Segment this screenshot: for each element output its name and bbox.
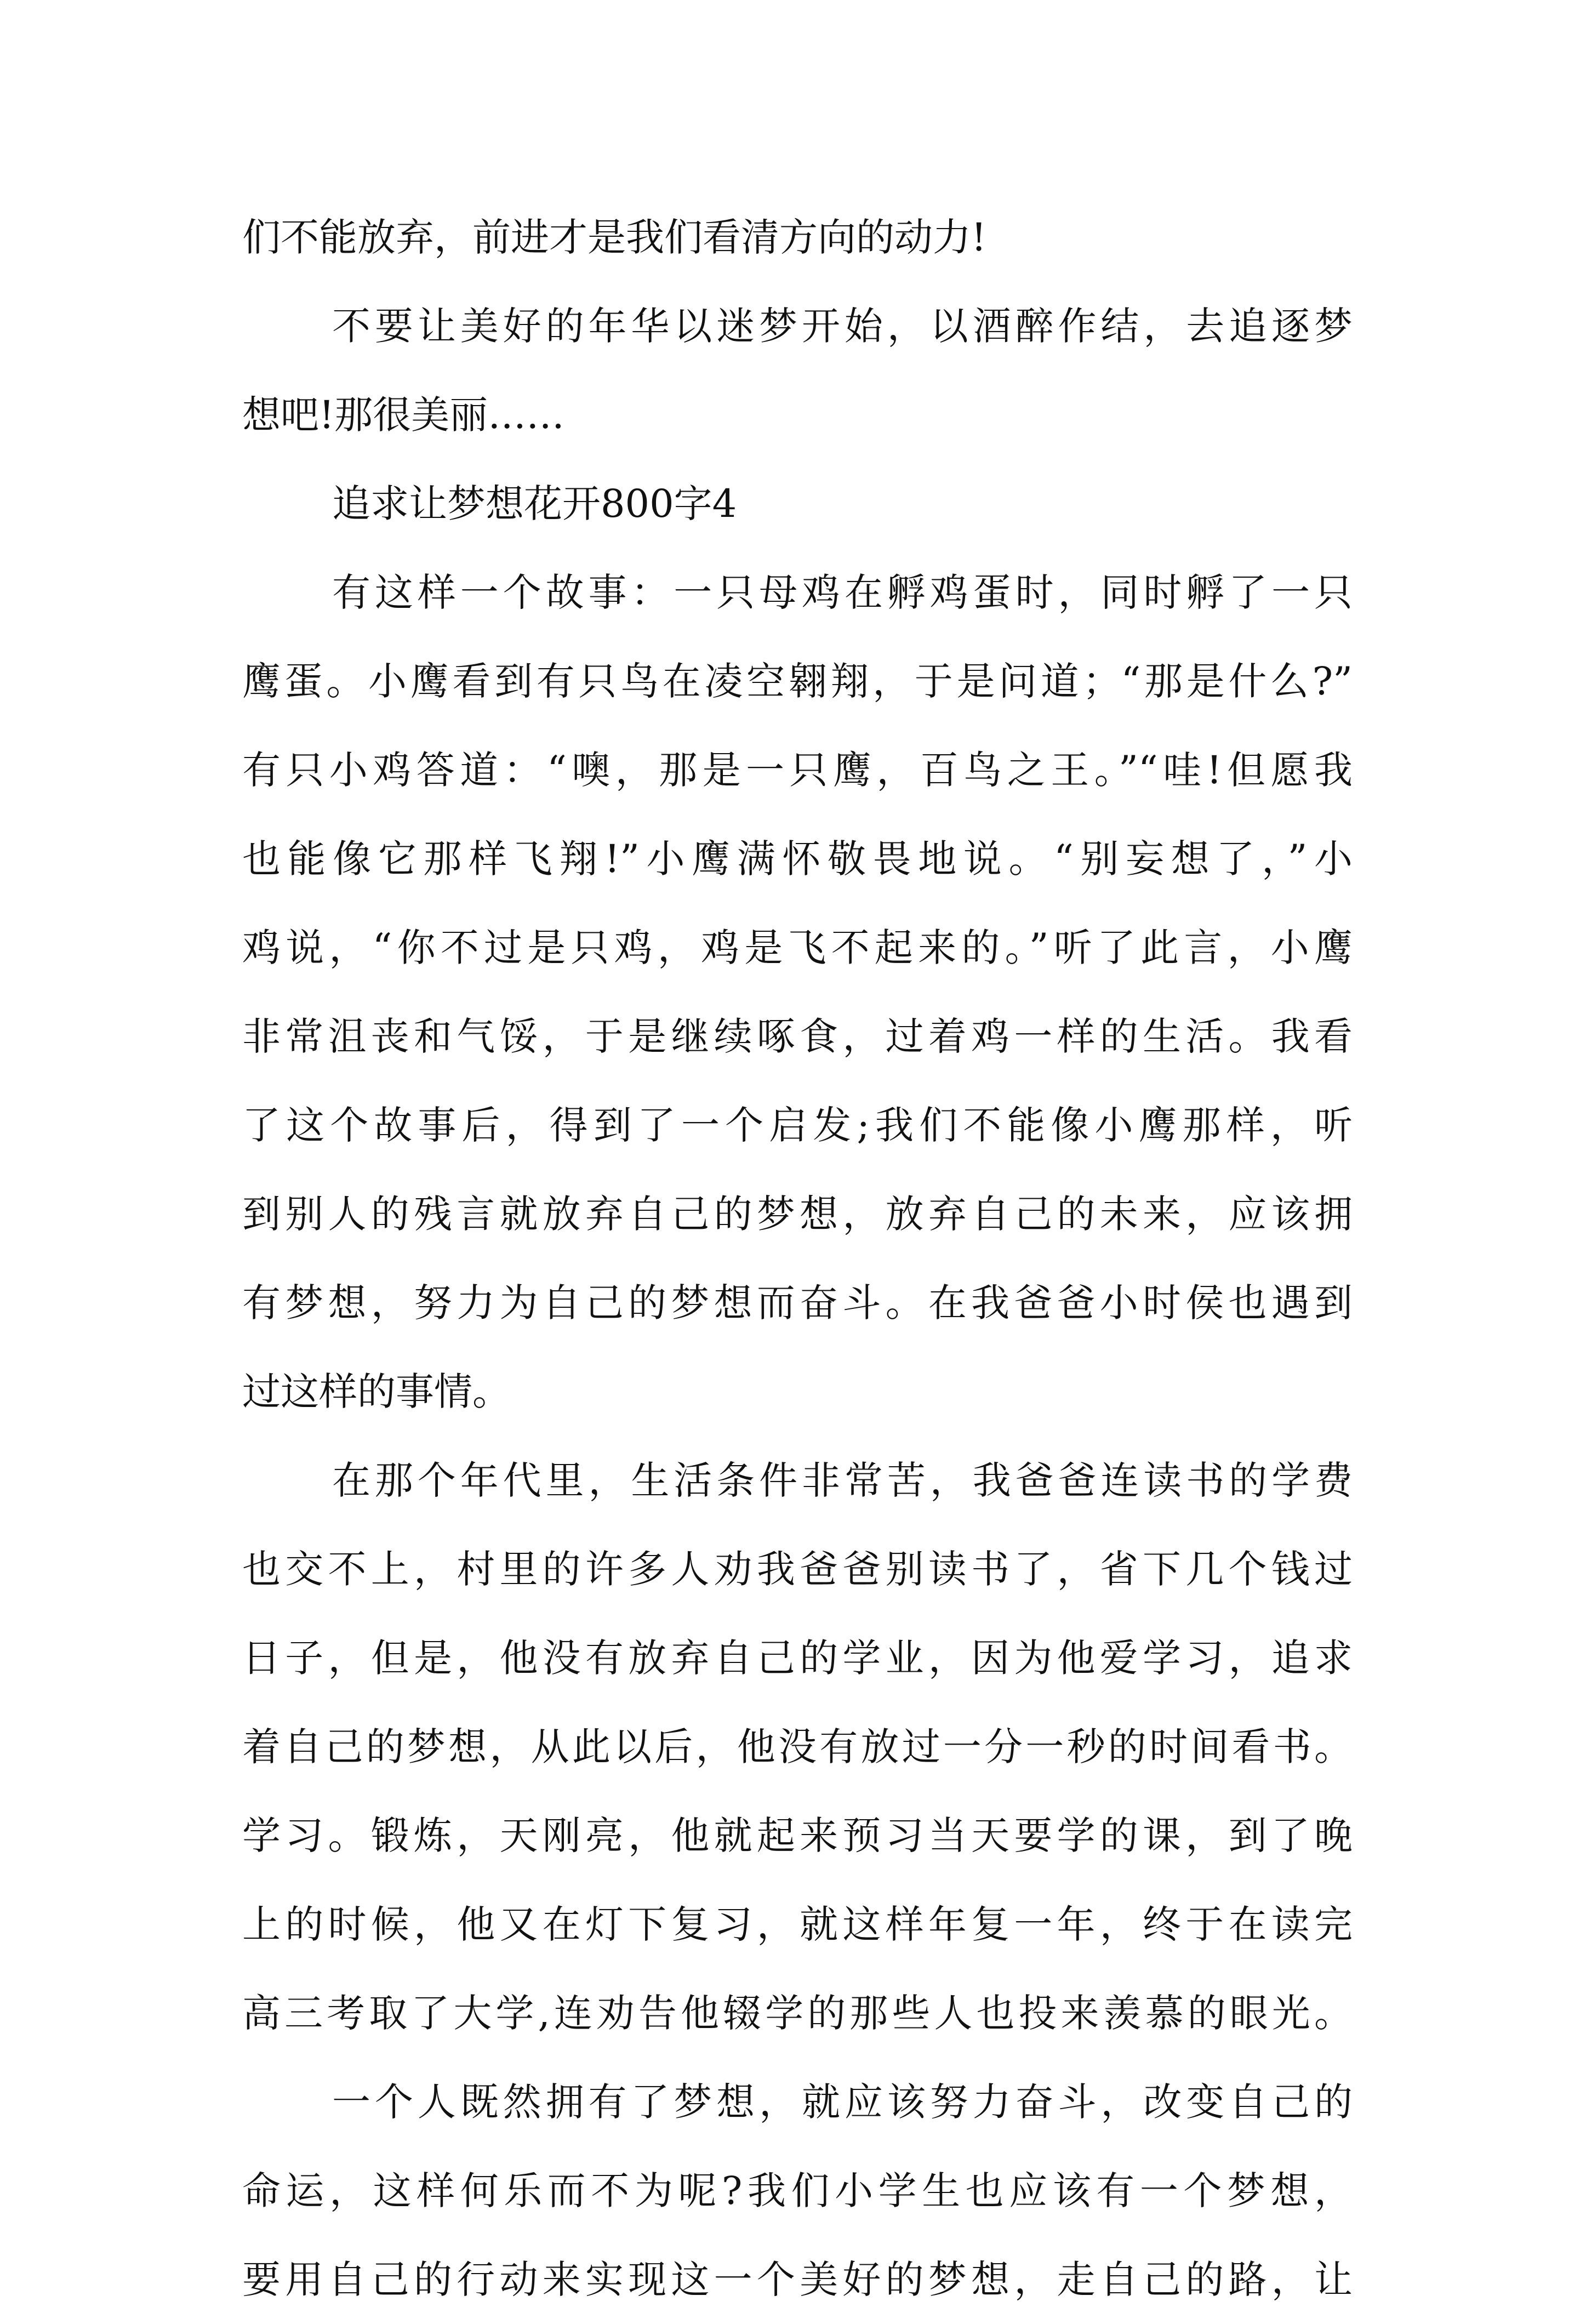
text-line: 鸡说，“你不过是只鸡，鸡是飞不起来的。”听了此言，小鹰 — [242, 925, 1353, 970]
text-line: 非常沮丧和气馁，于是继续啄食，过着鸡一样的生活。我看 — [242, 1014, 1353, 1059]
text-line: 日子，但是，他没有放弃自己的学业，因为他爱学习，追求 — [242, 1636, 1353, 1681]
paragraph-start-line: 在那个年代里，生活条件非常苦，我爸爸连读书的学费 — [332, 1458, 1353, 1503]
text-line: 们不能放弃，前进才是我们看清方向的动力! — [242, 215, 987, 260]
text-line: 命运，这样何乐而不为呢?我们小学生也应该有一个梦想， — [242, 2168, 1353, 2213]
text-line: 过这样的事情。 — [242, 1369, 511, 1414]
text-line: 想吧!那很美丽…… — [242, 392, 565, 437]
text-line: 有只小鸡答道：“噢，那是一只鹰，百鸟之王。”“哇!但愿我 — [242, 748, 1353, 793]
text-line: 也能像它那样飞翔!”小鹰满怀敬畏地说。“别妄想了，”小 — [242, 836, 1353, 881]
text-line: 高三考取了大学,连劝告他辍学的那些人也投来羡慕的眼光。 — [242, 1991, 1353, 2036]
text-line: 鹰蛋。小鹰看到有只鸟在凌空翱翔，于是问道；“那是什么?” — [242, 659, 1353, 704]
section-heading: 追求让梦想花开800字4 — [332, 481, 737, 526]
text-line: 上的时候，他又在灯下复习，就这样年复一年，终于在读完 — [242, 1902, 1353, 1947]
paragraph-start-line: 不要让美好的年华以迷梦开始，以酒醉作结，去追逐梦 — [332, 304, 1353, 349]
text-line: 有梦想，努力为自己的梦想而奋斗。在我爸爸小时侯也遇到 — [242, 1280, 1353, 1325]
text-line: 到别人的残言就放弃自己的梦想，放弃自己的未来，应该拥 — [242, 1192, 1353, 1237]
paragraph-start-line: 一个人既然拥有了梦想，就应该努力奋斗，改变自己的 — [332, 2080, 1353, 2124]
document-body — [242, 193, 1353, 2324]
text-line: 要用自己的行动来实现这一个美好的梦想，走自己的路，让 — [242, 2257, 1353, 2302]
text-line: 也交不上，村里的许多人劝我爸爸别读书了，省下几个钱过 — [242, 1547, 1353, 1592]
text-line: 了这个故事后，得到了一个启发;我们不能像小鹰那样，听 — [242, 1103, 1353, 1148]
text-line: 着自己的梦想，从此以后，他没有放过一分一秒的时间看书。 — [242, 1724, 1353, 1769]
paragraph-start-line: 有这样一个故事：一只母鸡在孵鸡蛋时，同时孵了一只 — [332, 570, 1353, 615]
text-line: 学习。锻炼，天刚亮，他就起来预习当天要学的课，到了晚 — [242, 1813, 1353, 1858]
